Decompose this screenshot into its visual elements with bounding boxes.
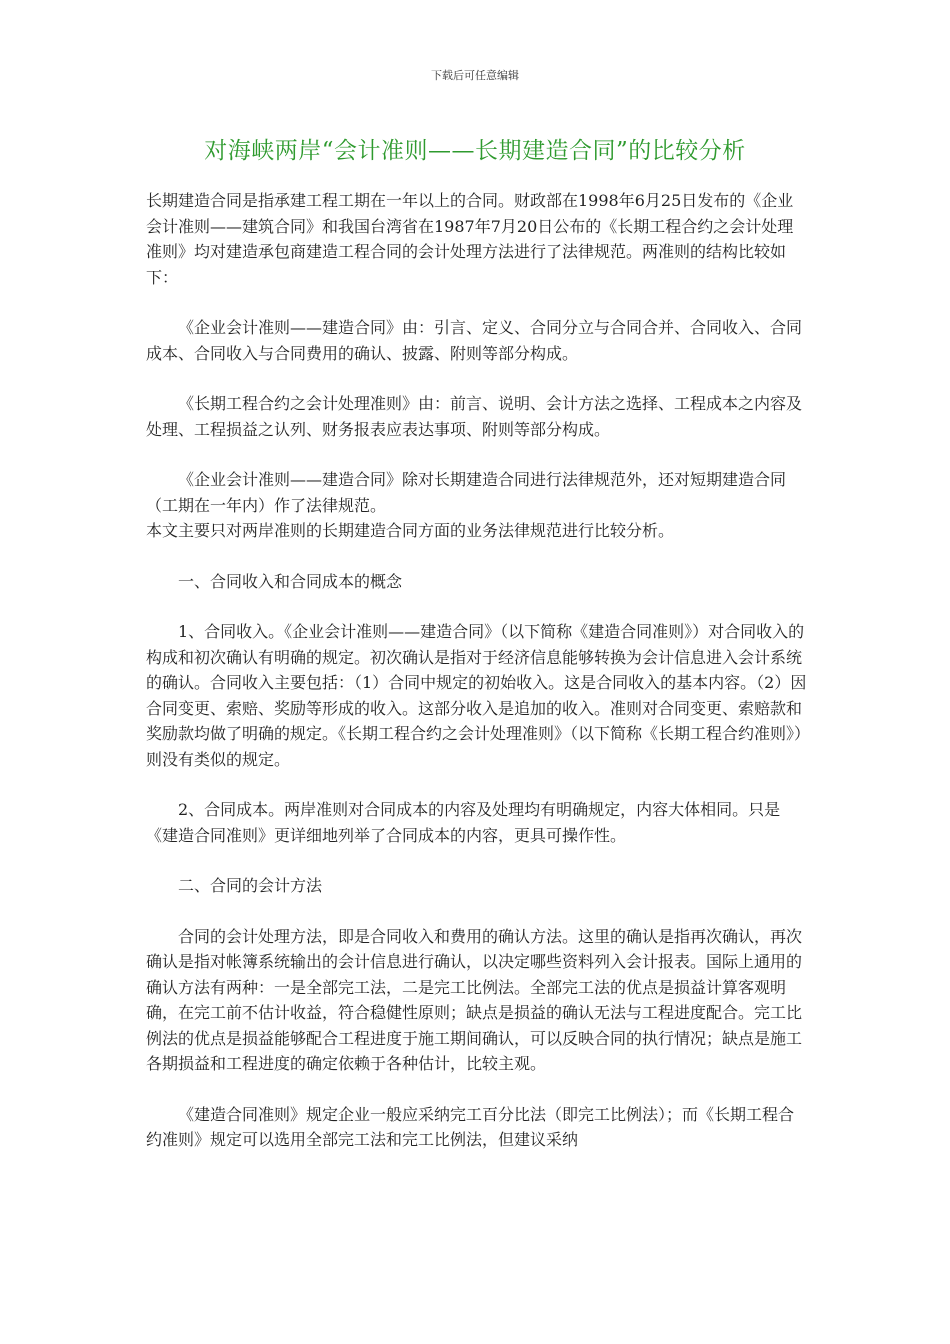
paragraph-contract-cost: 2、合同成本。两岸准则对合同成本的内容及处理均有明确规定，内容大体相同。只是《建造合同准则》更详细地列举了合同成本的内容，更具可操作性。 [146,800,781,845]
paragraph-intro: 长期建造合同是指承建工程工期在一年以上的合同。财政部在1998年6月25日发布的《企业会计准则——建筑合同》和我国台湾省在1987年7月20日公布的《长期工程合约之会计处理准则》均对建造承包商建造工程合同的会计处理方法进行了法律规范。两准则的结构比较如下： [146,191,794,287]
paragraph-accounting-methods: 合同的会计处理方法，即是合同收入和费用的确认方法。这里的确认是指再次确认，再次确认是指对帐簿系统输出的会计信息进行确认，以决定哪些资料列入会计报表。国际上通用的确认方法有两种：一是全部完工法，二是完工比例法。全部完工法的优点是损益计算客观明确，在完工前不估计收益，符合稳健性原则；缺点是损益的确认无法与工程进度配合。完工比例法的优点是损益能够配合工程进度于施工期间确认，可以反映合同的执行情况；缺点是施工各期损益和工程进度的确定依赖于各种估计，比较主观。 [146,926,803,1073]
header-note: 下载后可任意编辑 [431,69,519,82]
paragraph-scope: 本文主要只对两岸准则的长期建造合同方面的业务法律规范进行比较分析。 [146,521,675,540]
document-title: 对海峡两岸“会计准则——长期建造合同”的比较分析 [204,138,746,164]
paragraph-short-term-note: 《企业会计准则——建造合同》除对长期建造合同进行法律规范外，还对短期建造合同（工期在一年内）作了法律规范。 [146,470,787,515]
section-heading-1: 一、合同收入和合同成本的概念 [178,571,403,591]
document-body [146,188,808,1178]
paragraph-contract-revenue: 1、合同收入。《企业会计准则——建造合同》（以下简称《建造合同准则》）对合同收入的构成和初次确认有明确的规定。初次确认是指对于经济信息能够转换为会计信息进入会计系统的确认。合同收入主要包括：（1）合同中规定的初始收入。这是合同收入的基本内容。（2）因合同变更、索赔、奖励等形成的收入。这部分收入是追加的收入。准则对合同变更、索赔款和奖励款均做了明确的规定。《长期工程合约之会计处理准则》（以下简称《长期工程合约准则》）则没有类似的规定。 [146,622,807,769]
section-heading-2: 二、合同的会计方法 [178,876,323,895]
paragraph-structure-mainland: 《企业会计准则——建造合同》由：引言、定义、合同分立与合同合并、合同收入、合同成本、合同收入与合同费用的确认、披露、附则等部分构成。 [146,318,803,363]
paragraph-method-comparison: 《建造合同准则》规定企业一般应采纳完工百分比法（即完工比例法）；而《长期工程合约准则》规定可以选用全部完工法和完工比例法，但建议采纳 [146,1104,795,1149]
paragraph-structure-taiwan: 《长期工程合约之会计处理准则》由：前言、说明、会计方法之选择、工程成本之内容及处理、工程损益之认列、财务报表应表达事项、附则等部分构成。 [146,394,803,439]
